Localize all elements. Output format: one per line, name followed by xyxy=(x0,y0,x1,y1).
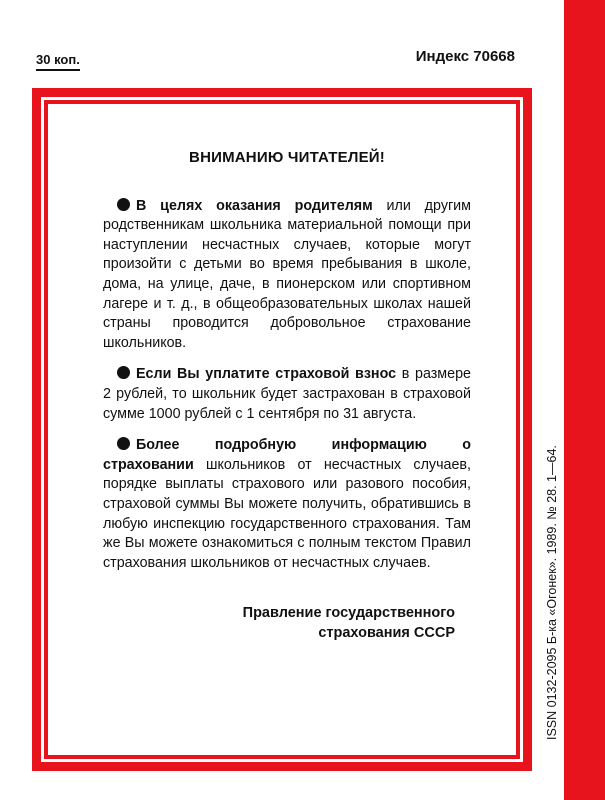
notice-content xyxy=(103,148,471,643)
paragraph-lead: Более подробную информацию о страховании xyxy=(103,437,471,473)
paragraph-text: школьников от несчастных случаев, порядке выплаты страхового или разового пособия, страховой суммы Вы можете получить, обратившись в любую инспекцию государственного страхования. Там же Вы можете ознакомиться с полным текстом Правил страхования школьников от несчастных случаев. xyxy=(103,456,471,571)
bullet-icon xyxy=(117,437,130,450)
signature-block xyxy=(103,603,471,643)
signature-line: страхования СССР xyxy=(318,625,455,642)
red-edge-strip xyxy=(564,0,605,800)
paragraph-lead: Если Вы уплатите страховой взнос xyxy=(136,366,397,383)
paragraph-text: в размере 2 рублей, то школьник будет застрахован в страховой сумме 1000 рублей с 1 сентября по 31 августа. xyxy=(103,366,471,422)
bullet-icon xyxy=(117,366,130,379)
bullet-icon xyxy=(117,198,130,211)
paragraph-insurance-fee xyxy=(103,365,471,424)
paragraph-lead: В целях оказания родителям xyxy=(136,197,373,214)
paragraph-insurance-purpose xyxy=(103,197,471,354)
signature-line: Правление государственного xyxy=(242,605,455,622)
paragraph-text: или другим родственникам школьника материальной помощи при наступлении несчастных случаев, которые могут произойти с детьми во время пребывания в школе, дома, на улице, даче, в пионерском или спортивном лагере и т. д., в общеобразовательных школах нашей страны проводится добровольное страхование школьников. xyxy=(103,197,471,351)
index-number: Индекс 70668 xyxy=(415,48,515,65)
notice-heading: ВНИМАНИЮ ЧИТАТЕЛЕЙ! xyxy=(189,149,385,166)
paragraph-more-info xyxy=(103,436,471,573)
price-label: 30 коп. xyxy=(36,52,80,71)
issn-vertical-text: ISSN 0132-2095 Б-ка «Огонек». 1989. № 28. 1—64. xyxy=(545,445,559,740)
